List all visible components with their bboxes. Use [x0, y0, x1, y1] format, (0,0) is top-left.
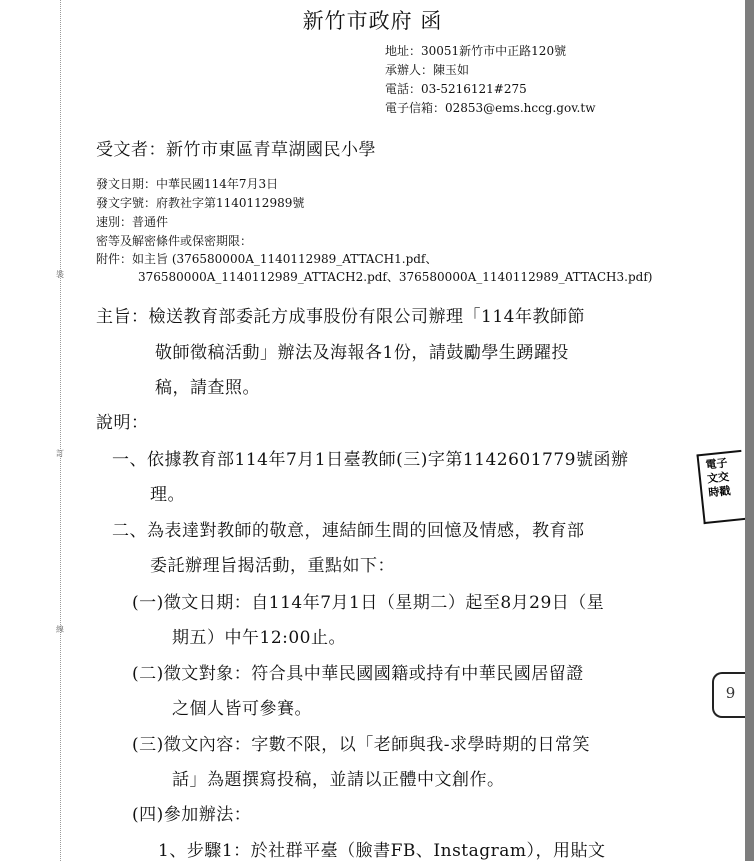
subject-line-1: 主旨：檢送教育部委託方成事股份有限公司辦理「114年教師節 — [96, 307, 585, 327]
sub-item-2: (二)徵文對象：符合具中華民國國籍或持有中華民國居留證 — [132, 664, 584, 684]
issue-date: 發文日期：中華民國114年7月3日 — [96, 177, 279, 191]
viewer-scroll-edge[interactable] — [745, 0, 754, 861]
sub-item-1: (一)徵文日期：自114年7月1日（星期二）起至8月29日（星 — [132, 593, 605, 613]
recipient: 受文者：新竹市東區青草湖國民小學 — [96, 140, 376, 160]
sender-handler: 承辦人：陳玉如 — [385, 63, 470, 77]
sub-item-3: (三)徵文內容：字數不限，以「老師與我-求學時期的日常笑 — [132, 735, 591, 755]
document-title: 新竹市政府 函 — [302, 9, 443, 33]
page-stamp: 9 — [712, 672, 745, 718]
explanation-item-2: 二、為表達對教師的敬意，連結師生間的回憶及情感，教育部 — [112, 521, 585, 541]
explanation-item-1-cont: 理。 — [150, 485, 185, 505]
sender-address: 地址：30051新竹市中正路120號 — [385, 44, 567, 58]
binding-mark-xian: 線 — [56, 625, 64, 634]
sender-phone: 電話：03-5216121#275 — [385, 82, 527, 96]
explanation-item-1: 一、依據教育部114年7月1日臺教師(三)字第1142601779號函辦 — [112, 450, 629, 470]
sub-item-2-cont: 之個人皆可參賽。 — [172, 699, 312, 719]
stamp-line-3: 時戳 — [707, 484, 732, 500]
stamp-line-1: 電子 — [704, 456, 729, 472]
speed-class: 速別：普通件 — [96, 215, 169, 229]
step-1: 1、步驟1：於社群平臺（臉書FB、Instagram），用貼文 — [158, 841, 606, 861]
secrecy-level: 密等及解密條件或保密期限： — [96, 234, 253, 248]
attachment-list: 附件：如主旨 (376580000A_1140112989_ATTACH1.pdf、 — [96, 252, 438, 266]
sub-item-4: (四)參加辦法： — [132, 805, 252, 825]
electronic-stamp — [696, 450, 745, 524]
sub-item-1-cont: 期五）中午12:00止。 — [172, 628, 346, 648]
explanation-label: 說明： — [96, 413, 149, 433]
binding-mark-zhuang: 裝 — [56, 270, 64, 279]
issue-number: 發文字號：府教社字第1140112989號 — [96, 196, 305, 210]
sender-email: 電子信箱：02853@ems.hccg.gov.tw — [385, 101, 596, 115]
attachment-list-cont: 376580000A_1140112989_ATTACH2.pdf、376580000A_1140112989_ATTACH3.pdf) — [138, 270, 653, 284]
sub-item-3-cont: 話」為題撰寫投稿，並請以正體中文創作。 — [172, 770, 505, 790]
stamp-line-2: 文交 — [706, 470, 730, 486]
explanation-item-2-cont: 委託辦理旨揭活動，重點如下： — [150, 556, 395, 576]
binding-mark-ding: 訂 — [56, 449, 64, 458]
binding-line — [60, 0, 61, 861]
subject-line-2: 敬師徵稿活動」辦法及海報各1份，請鼓勵學生踴躍投 — [155, 343, 569, 363]
subject-line-3: 稿，請查照。 — [155, 378, 260, 398]
